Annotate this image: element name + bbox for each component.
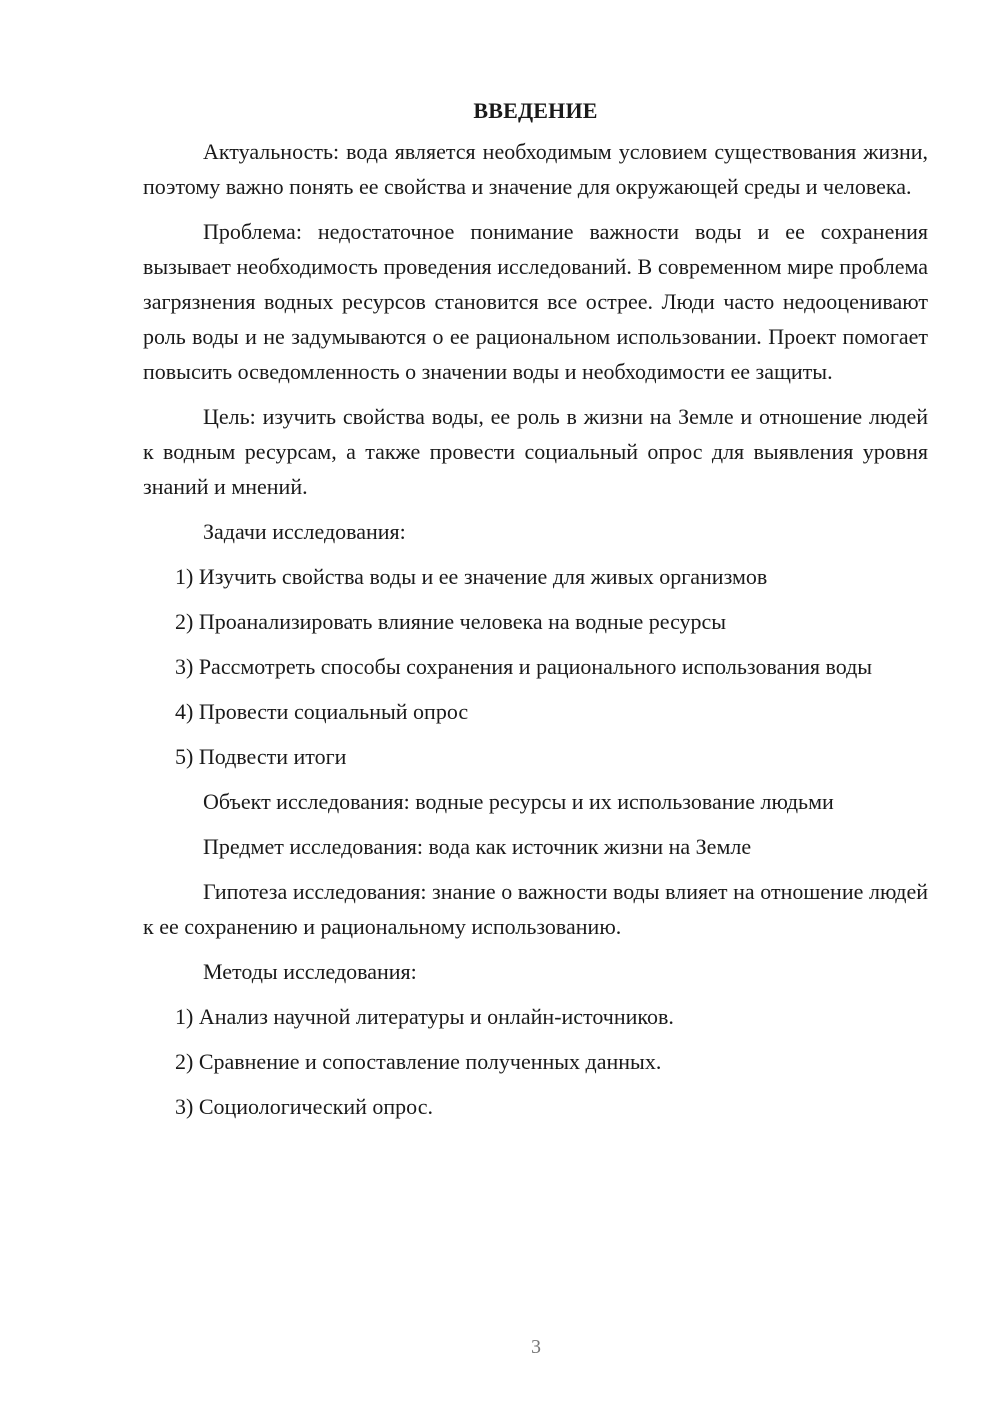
method-item-1: 1) Анализ научной литературы и онлайн-источников. bbox=[175, 1004, 674, 1029]
research-hypothesis: Гипотеза исследования: знание о важности воды влияет на отношение людей к ее сохранению и рациональному использованию. bbox=[143, 879, 928, 939]
method-item-2: 2) Сравнение и сопоставление полученных данных. bbox=[175, 1049, 662, 1074]
problem-paragraph: Проблема: недостаточное понимание важности воды и ее сохранения вызывает необходимость проведения исследований. В современном мире проблема загрязнения водных ресурсов становится все острее. Люди часто недооценивают роль воды и не задумываются о ее рациональном использовании. Проект помогает повысить осведомленность о значении воды и необходимости ее защиты. bbox=[143, 219, 928, 384]
task-item-5: 5) Подвести итоги bbox=[175, 744, 347, 769]
method-item-3: 3) Социологический опрос. bbox=[175, 1094, 433, 1119]
task-item-1: 1) Изучить свойства воды и ее значение для живых организмов bbox=[175, 564, 768, 589]
research-object: Объект исследования: водные ресурсы и их использование людьми bbox=[203, 789, 834, 814]
relevance-paragraph: Актуальность: вода является необходимым условием существования жизни, поэтому важно понять ее свойства и значение для окружающей среды и человека. bbox=[143, 139, 928, 199]
task-item-3: 3) Рассмотреть способы сохранения и рационального использования воды bbox=[175, 654, 873, 679]
research-subject: Предмет исследования: вода как источник жизни на Земле bbox=[203, 834, 752, 859]
goal-paragraph: Цель: изучить свойства воды, ее роль в жизни на Земле и отношение людей к водным ресурсам, а также провести социальный опрос для выявления уровня знаний и мнений. bbox=[143, 404, 928, 499]
section-heading: ВВЕДЕНИЕ bbox=[473, 98, 598, 123]
methods-title: Методы исследования: bbox=[203, 959, 417, 984]
page-number: 3 bbox=[531, 1336, 541, 1358]
task-item-4: 4) Провести социальный опрос bbox=[175, 699, 469, 724]
task-item-2: 2) Проанализировать влияние человека на водные ресурсы bbox=[175, 609, 727, 634]
document-body bbox=[143, 96, 928, 1134]
tasks-title: Задачи исследования: bbox=[203, 519, 406, 544]
